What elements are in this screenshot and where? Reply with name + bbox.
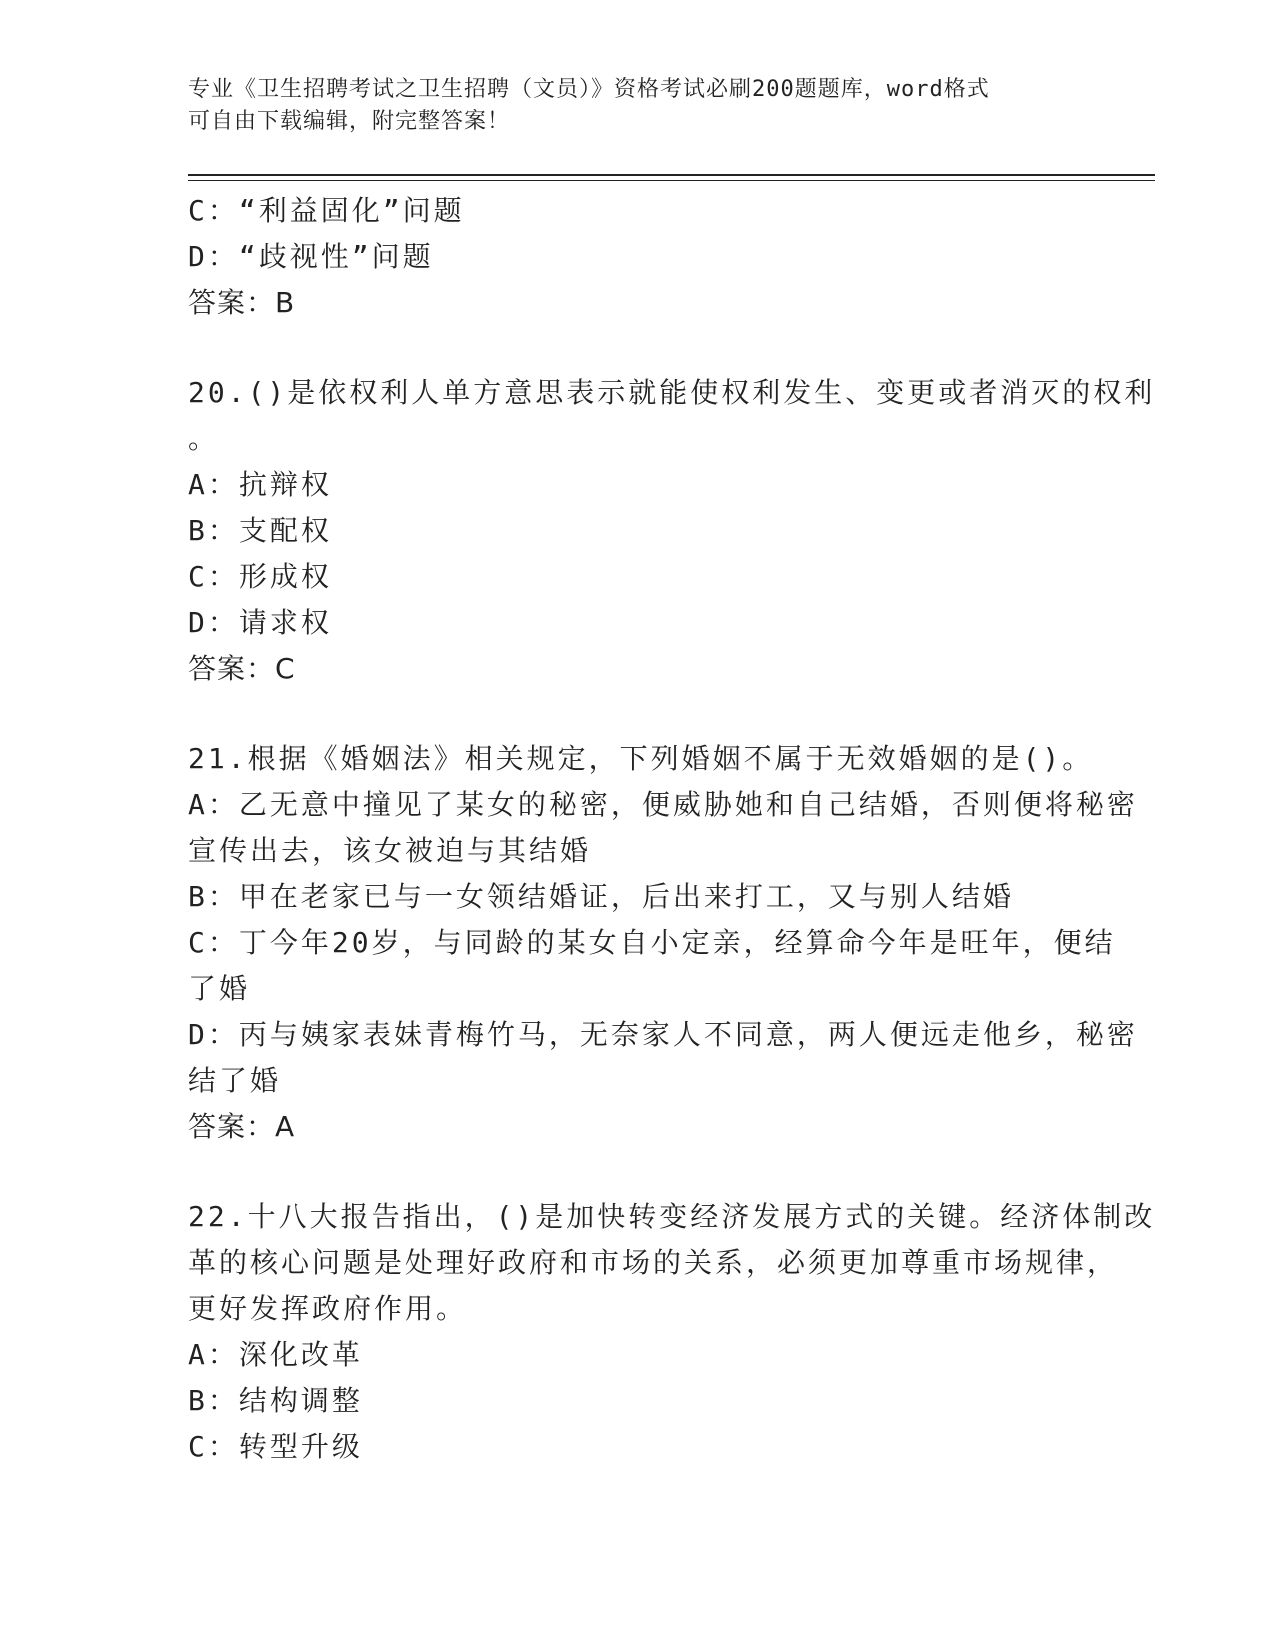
header-rule-thin [188,180,1155,181]
header-rule-thick [188,174,1155,176]
question-stem-cont: 革的核心问题是处理好政府和市场的关系，必须更加尊重市场规律， [188,1246,1119,1279]
option-a: A：乙无意中撞见了某女的秘密，便威胁她和自己结婚，否则便将秘密 [188,788,1138,821]
option-a: A：深化改革 [188,1338,363,1371]
question-19 [188,188,1088,326]
question-21 [188,736,1138,1150]
header-line-2: 可自由下载编辑，附完整答案！ [188,109,511,134]
question-22 [188,1194,1156,1470]
header-line-1: 专业《卫生招聘考试之卫生招聘（文员）》资格考试必刷200题题库，word格式 [188,77,990,102]
option-b: B：支配权 [188,514,332,547]
option-c: C：丁今年20岁，与同龄的某女自小定亲，经算命今年是旺年，便结 [188,926,1116,959]
option-c: C：“利益固化”问题 [188,194,465,227]
document-header [188,74,1068,138]
question-stem: 20.()是依权利人单方意思表示就能使权利发生、变更或者消灭的权利 [188,376,1156,409]
question-stem-cont: 更好发挥政府作用。 [188,1292,468,1325]
option-d: D：丙与姨家表妹青梅竹马，无奈家人不同意，两人便远走他乡，秘密 [188,1018,1138,1051]
option-c: C：形成权 [188,560,332,593]
option-a: A：抗辩权 [188,468,332,501]
option-b: B：甲在老家已与一女领结婚证，后出来打工，又与别人结婚 [188,880,1014,913]
option-c-cont: 了婚 [188,972,251,1005]
question-gap [188,1150,1088,1194]
option-c: C：转型升级 [188,1430,363,1463]
question-stem-cont: 。 [188,422,220,455]
answer: 答案：C [188,652,296,685]
option-a-cont: 宣传出去，该女被迫与其结婚 [188,834,592,867]
question-list [188,188,1156,1470]
option-d-cont: 结了婚 [188,1064,282,1097]
question-20 [188,370,1156,692]
option-d: D：请求权 [188,606,332,639]
question-stem: 21.根据《婚姻法》相关规定，下列婚姻不属于无效婚姻的是()。 [188,742,1094,775]
answer: 答案：B [188,286,296,319]
question-stem: 22.十八大报告指出，()是加快转变经济发展方式的关键。经济体制改 [188,1200,1156,1233]
question-gap [188,326,1088,370]
question-gap [188,692,1088,736]
answer: 答案：A [188,1110,296,1143]
option-d: D：“歧视性”问题 [188,240,434,273]
option-b: B：结构调整 [188,1384,363,1417]
